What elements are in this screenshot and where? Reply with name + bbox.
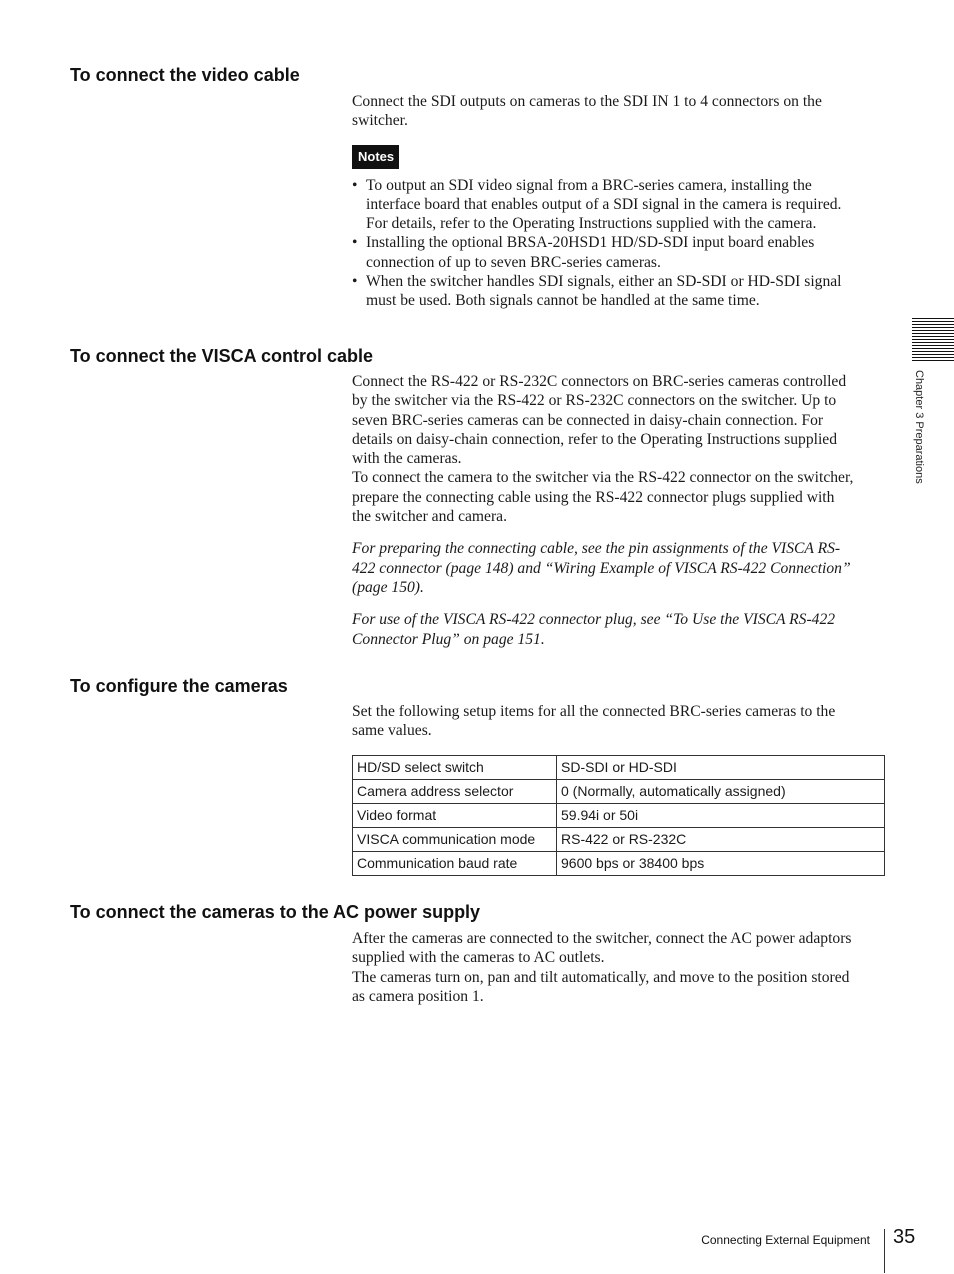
visca-paragraph: Connect the RS-422 or RS-232C connectors on BRC-series cameras controlled by the switcher via the RS-422 or RS-232C connectors on the switcher. Up to seven BRC-series cameras can be connected in daisy-chain connection. For details on daisy-chain connection, refer to the Operating Instructions supplied with the cameras. To connect the camera to the switcher via the RS-422 connector on the switcher, prepare the connecting cable using the RS-422 connector plugs supplied with the switcher and camera. bbox=[352, 373, 854, 526]
table-row bbox=[353, 803, 885, 827]
notes-list bbox=[352, 176, 885, 311]
video-paragraph: Connect the SDI outputs on cameras to the SDI IN 1 to 4 connectors on the switcher. bbox=[352, 93, 822, 130]
chapter-thumb-tab bbox=[912, 318, 954, 362]
note-item: • When the switcher handles SDI signals, either an SD-SDI or HD-SDI signal must be used. Both signals cannot be handled at the same time. bbox=[352, 272, 885, 311]
visca-reference-2: For use of the VISCA RS-422 connector plug, see “To Use the VISCA RS-422 Connector Plug” on page 151. bbox=[352, 611, 836, 648]
footer-divider bbox=[884, 1229, 885, 1273]
setting-name: VISCA communication mode bbox=[353, 827, 557, 851]
setting-value: RS-422 or RS-232C bbox=[557, 827, 885, 851]
heading-visca-cable: To connect the VISCA control cable bbox=[70, 346, 374, 366]
section-video-body bbox=[352, 92, 885, 311]
setting-name: HD/SD select switch bbox=[353, 755, 557, 779]
heading-video-cable: To connect the video cable bbox=[70, 65, 300, 85]
setting-value: 0 (Normally, automatically assigned) bbox=[557, 779, 885, 803]
settings-table bbox=[352, 755, 885, 876]
note-item: • Installing the optional BRSA-20HSD1 HD/SD-SDI input board enables connection of up to seven BRC-series cameras. bbox=[352, 233, 885, 272]
power-paragraph: After the cameras are connected to the switcher, connect the AC power adaptors supplied with the cameras to AC outlets. The cameras turn on, pan and tilt automatically, and move to the position stored as camera position 1. bbox=[352, 930, 852, 1005]
notes-label: Notes bbox=[352, 145, 399, 169]
table-row bbox=[353, 779, 885, 803]
section-power-body bbox=[352, 929, 885, 1006]
setting-value: SD-SDI or HD-SDI bbox=[557, 755, 885, 779]
section-visca-body bbox=[352, 372, 885, 649]
heading-ac-power: To connect the cameras to the AC power supply bbox=[70, 902, 481, 922]
setting-name: Camera address selector bbox=[353, 779, 557, 803]
note-item: • To output an SDI video signal from a BRC-series camera, installing the interface board that enables output of a SDI signal in the camera is required. For details, refer to the Operating Instructions supplied with the camera. bbox=[352, 176, 885, 234]
chapter-side-label: Chapter 3 Preparations bbox=[913, 370, 925, 484]
table-row bbox=[353, 851, 885, 875]
page-number: 35 bbox=[893, 1226, 916, 1248]
setting-value: 59.94i or 50i bbox=[557, 803, 885, 827]
table-row bbox=[353, 755, 885, 779]
footer-section-title: Connecting External Equipment bbox=[701, 1233, 870, 1247]
visca-reference-1: For preparing the connecting cable, see the pin assignments of the VISCA RS- 422 connector (page 148) and “Wiring Example of VISCA RS-422 Connection” (page 150). bbox=[352, 540, 851, 596]
setting-name: Video format bbox=[353, 803, 557, 827]
table-row bbox=[353, 827, 885, 851]
setting-value: 9600 bps or 38400 bps bbox=[557, 851, 885, 875]
notes-block bbox=[352, 145, 885, 311]
configure-paragraph: Set the following setup items for all the connected BRC-series cameras to the same values. bbox=[352, 703, 836, 740]
heading-configure-cameras: To configure the cameras bbox=[70, 676, 288, 696]
section-configure-body bbox=[352, 702, 885, 876]
setting-name: Communication baud rate bbox=[353, 851, 557, 875]
